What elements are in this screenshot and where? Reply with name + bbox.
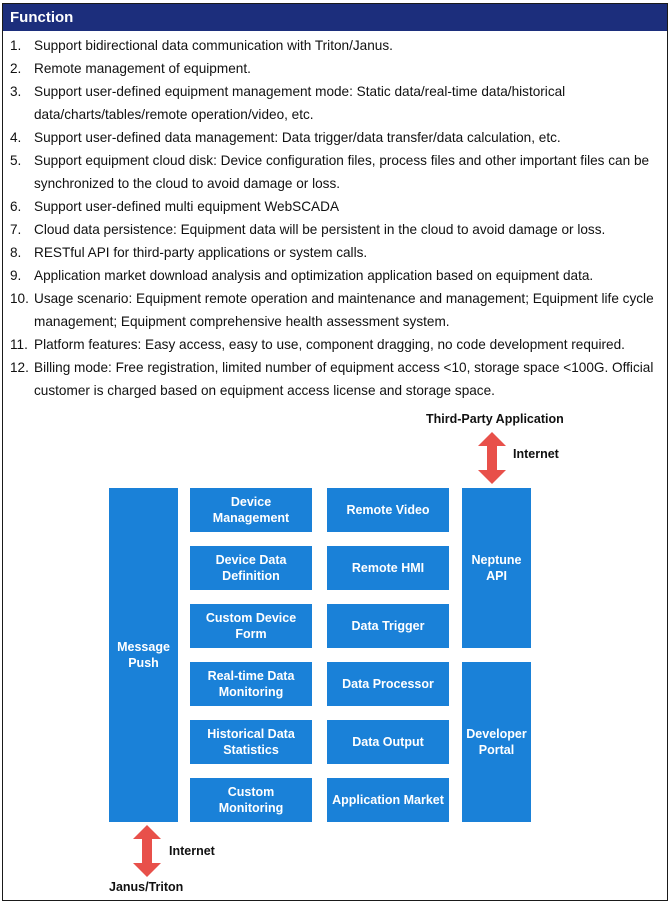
list-item <box>3 333 667 356</box>
realtime-data-monitoring-box: Real-time Data Monitoring <box>190 662 312 706</box>
historical-data-statistics-box: Historical Data Statistics <box>190 720 312 764</box>
section-header: Function <box>3 4 667 31</box>
custom-device-form-box: Custom Device Form <box>190 604 312 648</box>
message-push-box: Message Push <box>109 488 178 822</box>
application-market-box: Application Market <box>327 778 449 822</box>
list-item <box>3 126 667 149</box>
list-item <box>3 80 667 126</box>
item-text: Support equipment cloud disk: Device configuration files, process files and other important files can be synchronized to the cloud to avoid damage or loss. <box>34 153 650 191</box>
function-panel <box>2 3 668 901</box>
data-trigger-box: Data Trigger <box>327 604 449 648</box>
list-item <box>3 149 667 195</box>
item-text: RESTful API for third-party applications or system calls. <box>34 245 368 260</box>
developer-portal-box: Developer Portal <box>462 662 531 822</box>
item-number: 4. <box>10 130 22 145</box>
list-item <box>3 57 667 80</box>
list-item <box>3 241 667 264</box>
janus-triton-label: Janus/Triton <box>109 880 184 894</box>
item-number: 9. <box>10 268 22 283</box>
item-text: Support user-defined data management: Data trigger/data transfer/data calculation, etc. <box>34 130 561 145</box>
item-number: 3. <box>10 84 22 99</box>
item-number: 10. <box>10 291 29 306</box>
internet-label-bottom: Internet <box>169 844 215 858</box>
item-text: Platform features: Easy access, easy to use, component dragging, no code development required. <box>34 337 625 352</box>
list-item <box>3 195 667 218</box>
item-text: Cloud data persistence: Equipment data will be persistent in the cloud to avoid damage or loss. <box>34 222 606 237</box>
data-processor-box: Data Processor <box>327 662 449 706</box>
item-text: Support bidirectional data communication with Triton/Janus. <box>34 38 393 53</box>
neptune-api-box: Neptune API <box>462 488 531 648</box>
item-number: 8. <box>10 245 22 260</box>
list-item <box>3 264 667 287</box>
device-management-box: Device Management <box>190 488 312 532</box>
list-item <box>3 34 667 57</box>
remote-hmi-box: Remote HMI <box>327 546 449 590</box>
item-number: 6. <box>10 199 22 214</box>
custom-monitoring-box: Custom Monitoring <box>190 778 312 822</box>
list-item <box>3 356 667 402</box>
item-text: Support user-defined equipment management mode: Static data/real-time data/historical data/charts/tables/remote operation/video, etc. <box>34 84 566 122</box>
item-number: 7. <box>10 222 22 237</box>
list-item <box>3 287 667 333</box>
list-item <box>3 218 667 241</box>
item-number: 12. <box>10 360 29 375</box>
function-list <box>3 34 667 402</box>
data-output-box: Data Output <box>327 720 449 764</box>
device-data-definition-box: Device Data Definition <box>190 546 312 590</box>
third-party-label: Third-Party Application <box>426 412 564 426</box>
item-text: Remote management of equipment. <box>34 61 251 76</box>
item-number: 11. <box>10 337 28 352</box>
item-text: Support user-defined multi equipment WebSCADA <box>34 199 340 214</box>
item-number: 5. <box>10 153 22 168</box>
item-number: 2. <box>10 61 22 76</box>
item-number: 1. <box>10 38 22 53</box>
item-text: Application market download analysis and optimization application based on equipment data. <box>34 268 594 283</box>
item-text: Usage scenario: Equipment remote operation and maintenance and management; Equipment life cycle management; Equipment comprehensive health assessment system. <box>34 291 654 329</box>
item-text: Billing mode: Free registration, limited number of equipment access <10, storage space <100G. Official customer is charged based on equipment access license and storage space. <box>34 360 654 398</box>
internet-label-top: Internet <box>513 447 559 461</box>
remote-video-box: Remote Video <box>327 488 449 532</box>
